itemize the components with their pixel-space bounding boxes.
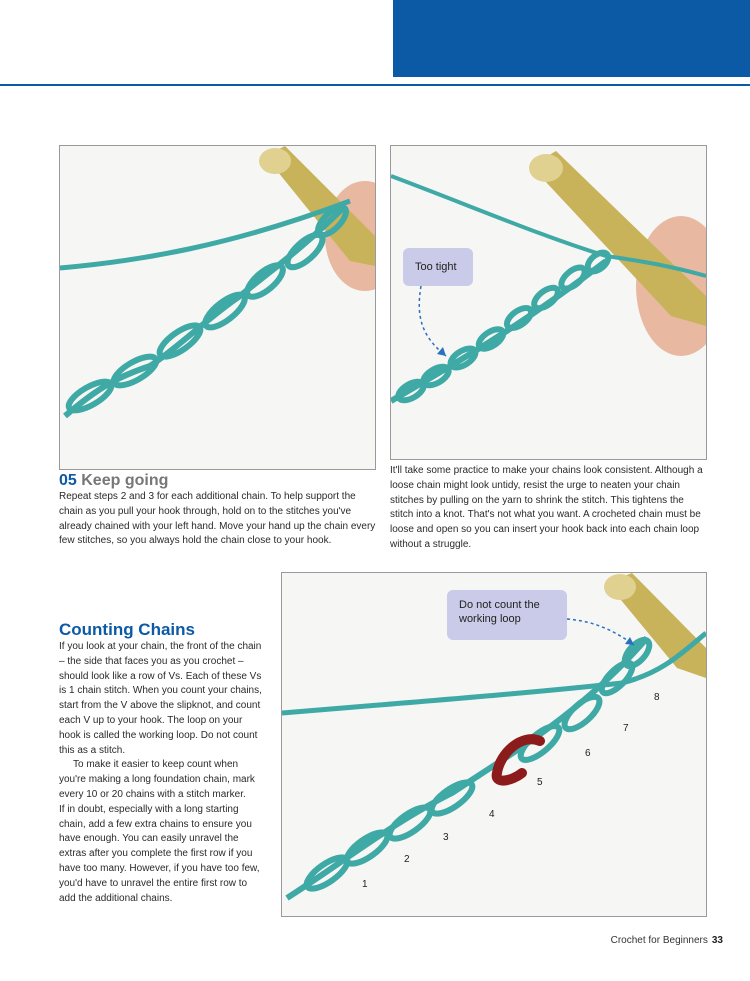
step-heading [59,472,168,490]
photo-too-tight [390,145,707,460]
chain-number-2: 2 [404,854,410,865]
counting-para-1: If you look at your chain, the front of the chain – the side that faces you as you crochet – should look like a row of Vs. Each of these Vs is 1 chain stitch. When you count your chains, start from the V above the slipknot, and count each V up to your hook. The loop on your hook is called the working loop. Do not count this as a stitch. [59,641,262,756]
chain-number-7: 7 [623,723,629,734]
tight-body: It'll take some practice to make your chains look consistent. Although a loose chain might look untidy, resist the urge to neaten your chain stitches by pulling on the yarn to shrink the stitch. This tightens the stitch into a knot. That's not what you want. A crocheted chain must be loose and open so you can insert your hook back into each chain loop without a struggle. [390,465,703,550]
callout-too-tight: Too tight [403,248,473,286]
page-footer [611,935,723,946]
photo-keep-going [59,145,376,470]
callout-working-loop: Do not count the working loop [447,590,567,640]
footer-book-title: Crochet for Beginners [610,935,708,946]
step-body: Repeat steps 2 and 3 for each additional chain. To help support the chain as you pull your hook through, hold on to the stitches you've already chained with your left hand. Move your hand up the chain every few stitches, so you always hold the chain close to your hook. [59,491,376,547]
header-color-block [393,0,750,77]
counting-para-3: If in doubt, especially with a long starting chain, add a few extra chains to ensure you have enough. You can easily unravel the extras after you complete the first row if you have too many. However, if you have too few, you'd have to unravel the entire first row to add the additional chains. [59,803,260,904]
step-number: 05 [59,472,77,489]
chain-number-5: 5 [537,777,543,788]
chain-number-1: 1 [362,879,368,890]
header-rule [0,84,750,86]
step-title: Keep going [81,472,169,489]
page-number: 33 [711,935,723,946]
counting-body [59,640,265,906]
chain-number-4: 4 [489,809,495,820]
chain-number-6: 6 [585,748,591,759]
chain-number-8: 8 [654,692,660,703]
chain-number-3: 3 [443,832,449,843]
counting-para-2: To make it easier to keep count when you're making a long foundation chain, mark every 10 or 20 chains with a stitch marker. [59,759,255,800]
section-title: Counting Chains [59,620,195,639]
